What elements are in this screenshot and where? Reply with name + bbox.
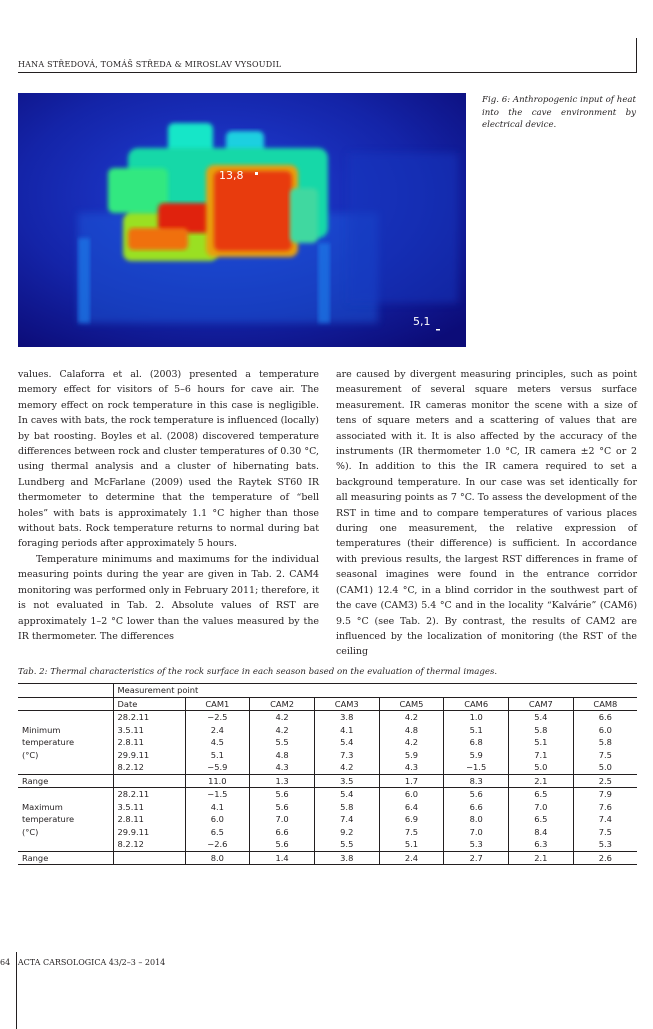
table-row: [18, 749, 637, 762]
value-cell: 5.4: [314, 788, 379, 801]
thermal-image: [18, 93, 466, 347]
paragraph: are caused by divergent measuring principles, such as point measurement of several square meters versus surface measurement. IR cameras monitor the scene with a size of tens of square meters and a scattering of values that are associated with it. It is also affected by the accuracy of the instruments (IR thermometer 1.0 °C, IR camera ±2 °C or 2 %). In addition to this the IR camera required to set a background temperature. In our case was set identically for all measuring points as 7 °C. To assess the development of the RST in time and to compare temperatures of various places during one measurement, the relative expression of temperatures (their difference) is sufficient. In accordance with previous results, the largest RST differences in frame of seasonal imagines were found in the entrance corridor (CAM1) 12.4 °C, in a blind corridor in the southwest part of the cave (CAM3) 5.4 °C and in the locality “Kalvárie” (CAM6) 9.5 °C (see Tab. 2). By contrast, the results of CAM2 are influenced by the localization of monitoring (the RST of the ceiling: [336, 369, 637, 658]
value-cell: −2.5: [185, 711, 250, 724]
value-cell: 7.9: [573, 788, 637, 801]
text-column-left: [18, 367, 319, 644]
cold-marker-icon: [436, 329, 440, 331]
range-label: Range: [18, 851, 113, 865]
value-cell: 5.4: [509, 711, 574, 724]
value-cell: 6.0: [598, 724, 612, 735]
value-cell: 8.0: [444, 813, 509, 826]
table-caption: Tab. 2: Thermal characteristics of the rock surface in each season based on the evaluation of thermal images.: [18, 667, 498, 677]
value-cell: 7.5: [598, 826, 612, 837]
value-cell: 7.4: [314, 813, 379, 826]
value-cell: 6.3: [509, 838, 574, 851]
value-cell: 5.6: [250, 838, 315, 851]
range-label: Range: [18, 774, 113, 788]
column-header: CAM1: [185, 697, 250, 711]
column-header: CAM2: [250, 697, 315, 711]
value-cell: −2.6: [185, 838, 250, 851]
date-cell: 28.2.11: [113, 788, 185, 801]
value-cell: 6.8: [444, 736, 509, 749]
maximum-section: [18, 788, 637, 865]
thermal-image-graphic: [18, 93, 466, 347]
date-cell: 8.2.12: [113, 761, 185, 774]
value-cell: 6.6: [573, 711, 637, 724]
cold-temperature-label: 5,1: [413, 315, 431, 328]
date-cell: 8.2.12: [113, 838, 185, 851]
range-cell: 1.7: [379, 774, 444, 788]
hot-marker-icon: [255, 172, 258, 175]
range-cell: 11.0: [185, 774, 250, 788]
value-cell: 3.8: [314, 711, 379, 724]
date-cell: 2.8.11: [113, 813, 185, 826]
table-row: [18, 826, 637, 839]
value-cell: 5.0: [598, 762, 612, 773]
table-row: [18, 813, 637, 826]
value-cell: 7.6: [598, 801, 612, 812]
value-cell: 4.3: [250, 761, 315, 774]
value-cell: 7.1: [509, 749, 574, 762]
range-cell: 2.5: [573, 774, 637, 788]
value-cell: 5.4: [314, 736, 379, 749]
page-footer: [0, 958, 165, 967]
value-cell: 5.3: [444, 838, 509, 851]
column-header: CAM6: [444, 697, 509, 711]
value-cell: 5.6: [444, 788, 509, 801]
value-cell: 5.1: [444, 724, 509, 737]
range-cell: 2.7: [444, 851, 509, 865]
value-cell: 7.3: [314, 749, 379, 762]
table-row: [18, 736, 637, 749]
minimum-section: [18, 711, 637, 788]
table-row: [18, 801, 637, 814]
value-cell: 5.5: [314, 838, 379, 851]
value-cell: 7.0: [250, 813, 315, 826]
table-row: [18, 838, 637, 851]
value-cell: 2.4: [185, 724, 250, 737]
value-cell: 4.2: [314, 761, 379, 774]
value-cell: 5.8: [314, 801, 379, 814]
value-cell: 5.1: [379, 838, 444, 851]
range-cell: 8.0: [185, 851, 250, 865]
paragraph: values. Calaforra et al. (2003) presented a temperature memory effect for visitors of 5–6 hours for cave air. The memory effect on rock temperature in this case is negligible. In caves with bats, the rock temperature is influenced (locally) by bat roosting. Boyles et al. (2008) discovered temperature differences between rock and cluster temperatures of 0.30 °C, using thermal analysis and a cluster of hibernating bats. Lundberg and McFarlane (2009) used the Raytek ST60 IR thermometer to determine that the temperature of “bell holes” with bats is approximately 1.1 °C higher than those without bats. Rock temperature returns to normal during bat foraging periods after approximately 5 hours.: [18, 369, 319, 550]
row-group-label: Maximum: [18, 801, 113, 814]
paragraph: Temperature minimums and maximums for the individual measuring points during the year are given in Tab. 2. CAM4 monitoring was performed only in February 2011; therefore, it is not evaluated in Tab. 2. Absolute values of RST are approximately 1–2 °C lower than the values measured by the IR thermometer. The differences: [18, 553, 319, 642]
hot-temperature-label: 13,8: [219, 169, 244, 182]
value-cell: 5.9: [379, 749, 444, 762]
row-group-label: temperature: [18, 813, 113, 826]
date-cell: 3.5.11: [113, 724, 185, 737]
value-cell: 7.0: [509, 801, 574, 814]
value-cell: 6.5: [509, 788, 574, 801]
value-cell: 5.1: [185, 749, 250, 762]
date-cell: 29.9.11: [113, 826, 185, 839]
value-cell: 4.8: [379, 724, 444, 737]
range-cell: 8.3: [444, 774, 509, 788]
date-cell: 29.9.11: [113, 749, 185, 762]
value-cell: 4.2: [250, 711, 315, 724]
value-cell: 7.0: [444, 826, 509, 839]
date-cell: 28.2.11: [113, 711, 185, 724]
range-cell: 2.6: [573, 851, 637, 865]
range-cell: 1.4: [250, 851, 315, 865]
value-cell: 5.6: [250, 788, 315, 801]
range-cell: 2.1: [509, 774, 574, 788]
value-cell: 5.1: [509, 736, 574, 749]
row-group-label: (°C): [18, 749, 113, 762]
value-cell: 6.4: [379, 801, 444, 814]
value-cell: −5.9: [185, 761, 250, 774]
value-cell: 6.5: [185, 826, 250, 839]
value-cell: 6.6: [250, 826, 315, 839]
value-cell: −1.5: [185, 788, 250, 801]
value-cell: 5.8: [509, 724, 574, 737]
value-cell: 6.6: [444, 801, 509, 814]
header-rule: [18, 72, 637, 73]
column-header: CAM7: [509, 697, 574, 711]
value-cell: 6.0: [185, 813, 250, 826]
range-row: [18, 851, 637, 865]
value-cell: 6.9: [379, 813, 444, 826]
value-cell: 7.4: [598, 814, 612, 825]
value-cell: 6.5: [509, 813, 574, 826]
running-header: HANA STŘEDOVÁ, TOMÁŠ STŘEDA & MIROSLAV VYSOUDIL: [18, 60, 282, 69]
column-header: CAM8: [573, 697, 637, 711]
value-cell: 4.1: [314, 724, 379, 737]
row-group-label: Minimum: [18, 724, 113, 737]
page-number: 64: [0, 958, 11, 967]
value-cell: 4.2: [379, 736, 444, 749]
column-header-date: Date: [113, 697, 185, 711]
range-cell: 2.1: [509, 851, 574, 865]
column-header: CAM5: [379, 697, 444, 711]
value-cell: 7.5: [598, 749, 612, 760]
range-row: [18, 774, 637, 788]
value-cell: 5.9: [444, 749, 509, 762]
value-cell: 8.4: [509, 826, 574, 839]
range-cell: 3.8: [314, 851, 379, 865]
value-cell: 5.0: [509, 761, 574, 774]
text-column-right: [336, 367, 637, 660]
value-cell: 7.5: [379, 826, 444, 839]
value-cell: 5.3: [598, 839, 612, 850]
figure-caption: Fig. 6: Anthropogenic input of heat into the cave environment by electrical device.: [482, 95, 636, 131]
table-row: [18, 761, 637, 774]
date-cell: 3.5.11: [113, 801, 185, 814]
table-row: [18, 788, 637, 801]
date-cell: 2.8.11: [113, 736, 185, 749]
table-row: [18, 711, 637, 724]
value-cell: 4.2: [250, 724, 315, 737]
value-cell: 4.2: [379, 711, 444, 724]
column-header: CAM3: [314, 697, 379, 711]
value-cell: 6.0: [379, 788, 444, 801]
thermal-characteristics-table: [18, 683, 637, 865]
value-cell: 4.8: [250, 749, 315, 762]
range-cell: 2.4: [379, 851, 444, 865]
value-cell: 5.8: [598, 737, 612, 748]
group-header: Measurement point: [113, 684, 637, 698]
journal-name: ACTA CARSOLOGICA 43/2–3 – 2014: [17, 958, 166, 967]
row-group-label: (°C): [18, 826, 113, 839]
header-vertical-rule: [636, 38, 637, 73]
row-group-label: temperature: [18, 736, 113, 749]
range-cell: 1.3: [250, 774, 315, 788]
value-cell: 5.5: [250, 736, 315, 749]
value-cell: 5.6: [250, 801, 315, 814]
value-cell: 4.5: [185, 736, 250, 749]
value-cell: −1.5: [444, 761, 509, 774]
value-cell: 1.0: [444, 711, 509, 724]
value-cell: 4.1: [185, 801, 250, 814]
range-cell: 3.5: [314, 774, 379, 788]
table-row: [18, 724, 637, 737]
value-cell: 9.2: [314, 826, 379, 839]
value-cell: 4.3: [379, 761, 444, 774]
